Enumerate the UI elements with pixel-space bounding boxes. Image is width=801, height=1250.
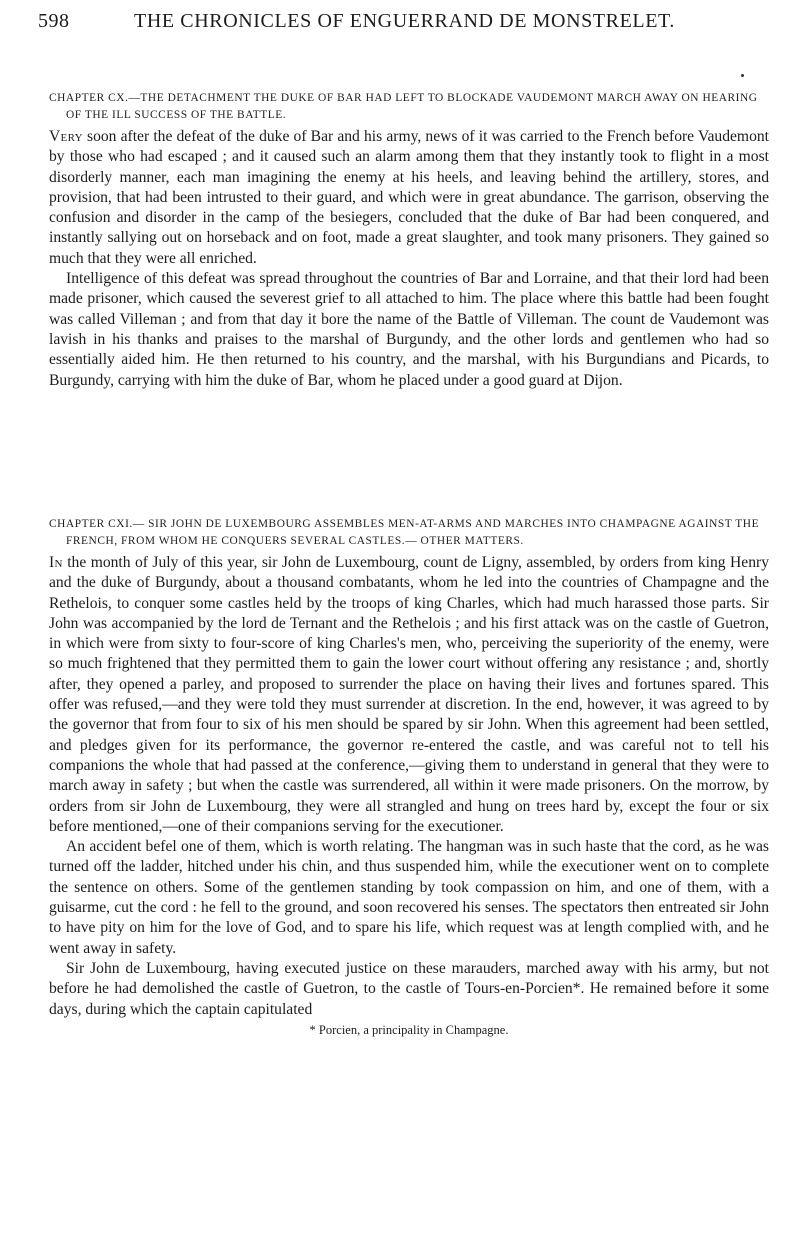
lead-word: Very	[49, 128, 83, 145]
paragraph-text: soon after the defeat of the duke of Bar and his army, news of it was carried to the French before Vaudemont by those who had escaped ; and it caused such an alarm among them that they instantly took to flight in a most disorderly manner, each man imagining the enemy at his heels, and leaving behind the artillery, stores, and provision, that had been intrusted to their guard, and which were in great abundance. The garrison, observing the confusion and disorder in the camp of the besiegers, concluded that the duke of Bar had been conquered, and instantly sallying out on horseback and on foot, made a great slaughter, and took many prisoners. They gained so much that they were all enriched.	[49, 128, 769, 267]
chapter-cxi	[49, 516, 769, 1038]
chapter-cx	[49, 90, 769, 391]
paragraph-text: the month of July of this year, sir John de Luxembourg, count de Ligny, assembled, by orders from king Henry and the duke of Burgundy, about a thousand combatants, whom he led into the countries of Champagne and the Rethelois, to conquer some castles held by the troops of king Charles, which had much harassed those parts. Sir John was accompanied by the lord de Ternant and the Rethelois ; and his first attack was on the castle of Guetron, in which were from sixty to four-score of king Charles's men, who, perceiving the superiority of the enemy, were so much frightened that they permitted them to gain the lower court without offering any resistance ; and, shortly after, they opened a parley, and proposed to surrender the place on having their lives and fortunes spared. This offer was refused,—and they were told they must surrender at discretion. In the end, however, it was agreed to by the governor that from four to six of his men should be spared by sir John. When this agreement had been settled, and pledges given for its performance, the governor re-entered the castle, and was careful not to tell his companions the whole that had passed at the conference,—giving them to understand in general that they were to march away in safety ; but when the castle was surrendered, all within it were made prisoners. On the morrow, by orders from sir John de Luxembourg, they were all strangled and hung on trees hard by, except the four or six before mentioned,—one of their companions serving for the executioner.	[49, 554, 769, 835]
chapter-heading: CHAPTER CXI.— SIR JOHN DE LUXEMBOURG ASSEMBLES MEN-AT-ARMS AND MARCHES INTO CHAMPAGNE AGAINST THE FRENCH, FROM WHOM HE CONQUERS SEVERAL CASTLES.— OTHER MATTERS.	[49, 518, 760, 547]
paragraph: Sir John de Luxembourg, having executed justice on these marauders, marched away with his army, but not before he had demolished the castle of Guetron, to the castle of Tours-en-Porcien*. He remained before it some days, during which the captain capitulated	[49, 959, 769, 1018]
page-number: 598	[38, 10, 70, 32]
running-title: THE CHRONICLES OF ENGUERRAND DE MONSTRELET.	[134, 10, 675, 32]
paragraph: An accident befel one of them, which is worth relating. The hangman was in such haste that the cord, as he was turned off the ladder, hitched under his chin, and thus suspended him, while the executioner went on to complete the sentence on others. Some of the gentlemen standing by took compassion on him, and one of them, with a guisarme, cut the cord : he fell to the ground, and soon recovered his senses. The spectators then entreated sir John to have pity on him for the love of God, and to spare his life, which request was at length complied with, and he went away in safety.	[49, 838, 769, 957]
footnote: * Porcien, a principality in Champagne.	[309, 1022, 509, 1037]
print-speck	[741, 74, 744, 77]
lead-word: In	[49, 554, 63, 571]
paragraph	[49, 553, 769, 837]
paragraph: Intelligence of this defeat was spread throughout the countries of Bar and Lorraine, and that their lord had been made prisoner, which caused the severest grief to all attached to him. The place where this battle had been fought was called Villeman ; and from that day it bore the name of the Battle of Villeman. The count de Vaudemont was lavish in his thanks and praises to the marshal of Burgundy, and the other lords and gentlemen who had so essentially aided him. He then returned to his country, and the marshal, with his Burgundians and Picards, to Burgundy, carrying with him the duke of Bar, whom he placed under a good guard at Dijon.	[49, 270, 769, 389]
running-head	[38, 10, 771, 50]
paragraph	[49, 127, 769, 269]
chapter-heading: CHAPTER CX.—THE DETACHMENT THE DUKE OF BAR HAD LEFT TO BLOCKADE VAUDEMONT MARCH AWAY ON HEARING OF THE ILL SUCCESS OF THE BATTLE.	[49, 92, 758, 121]
